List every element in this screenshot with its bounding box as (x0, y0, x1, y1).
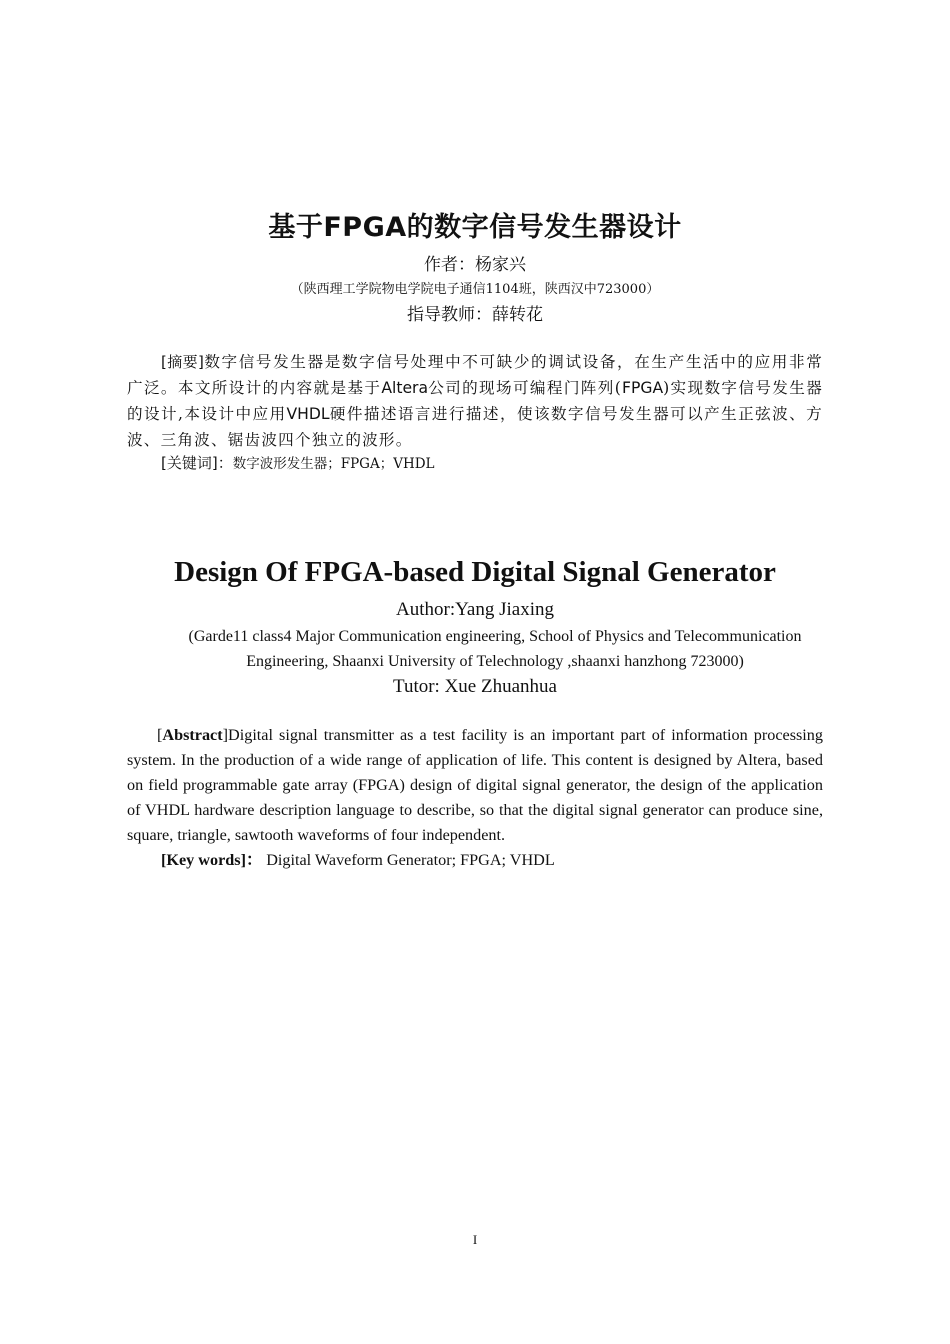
chinese-abstract-label: [摘要] (161, 353, 204, 371)
chinese-keywords-label: [关键词]： (161, 454, 233, 472)
chinese-abstract-text-4: 硬件描述语言进行描述，使该数字信号发生器可以产生正弦波、方波、三角波、锯齿波四个独立的波形。 (127, 405, 823, 449)
english-tutor: Tutor: Xue Zhuanhua (393, 676, 557, 697)
english-author: Author:Yang Jiaxing (396, 599, 554, 620)
english-abstract-text: Digital signal transmitter as a test facility is an important part of information processing system. In the production of a wide range of application of life. This content is designed by Altera, based on field programmable gate array (FPGA) design of digital signal generator, the design of the application of VHDL hardware description language to describe, so that the digital signal generator can produce sine, square, triangle, sawtooth waveforms of four independent. (127, 726, 823, 844)
chinese-tutor: 指导教师：薛转花 (407, 305, 543, 325)
english-abstract-bracket-open: [ (157, 726, 163, 744)
english-keywords-label: [Key words]： (161, 851, 263, 869)
english-abstract-label: Abstract (162, 726, 223, 744)
chinese-title: 基于FPGA的数字信号发生器设计 (268, 212, 682, 243)
english-abstract-bracket-close: ] (222, 726, 229, 744)
chinese-abstract-text-2: 公司的现场可编程门阵列( (428, 379, 622, 397)
chinese-abstract-text-3: )实现数字信号发生器的设计,本设计中应用 (127, 379, 823, 423)
chinese-author: 作者：杨家兴 (424, 255, 526, 275)
chinese-affiliation: （陕西理工学院物电学院电子通信1104班，陕西汉中723000） (290, 282, 660, 297)
english-title: Design Of FPGA-based Digital Signal Generator (174, 556, 776, 588)
page-number: I (472, 1232, 478, 1247)
chinese-keywords (161, 452, 435, 473)
chinese-abstract-altera: Altera (381, 379, 429, 397)
chinese-abstract-vhdl: VHDL (286, 405, 330, 423)
english-affiliation: (Garde11 class4 Major Communication engineering, School of Physics and Telecommunication Engineering, Shaanxi University of Telechnology ,shaanxi hanzhong 723000) (188, 628, 802, 670)
english-keywords (161, 848, 555, 873)
chinese-abstract (127, 349, 823, 453)
english-keywords-text: Digital Waveform Generator; FPGA; VHDL (262, 851, 555, 869)
chinese-abstract-text-1: 数字信号发生器是数字信号处理中不可缺少的调试设备，在生产生活中的应用非常广泛。本文所设计的内容就是基于 (127, 353, 823, 397)
chinese-abstract-fpga: FPGA (621, 379, 664, 397)
chinese-keywords-text: 数字波形发生器；FPGA；VHDL (232, 456, 435, 472)
english-abstract (127, 723, 823, 848)
